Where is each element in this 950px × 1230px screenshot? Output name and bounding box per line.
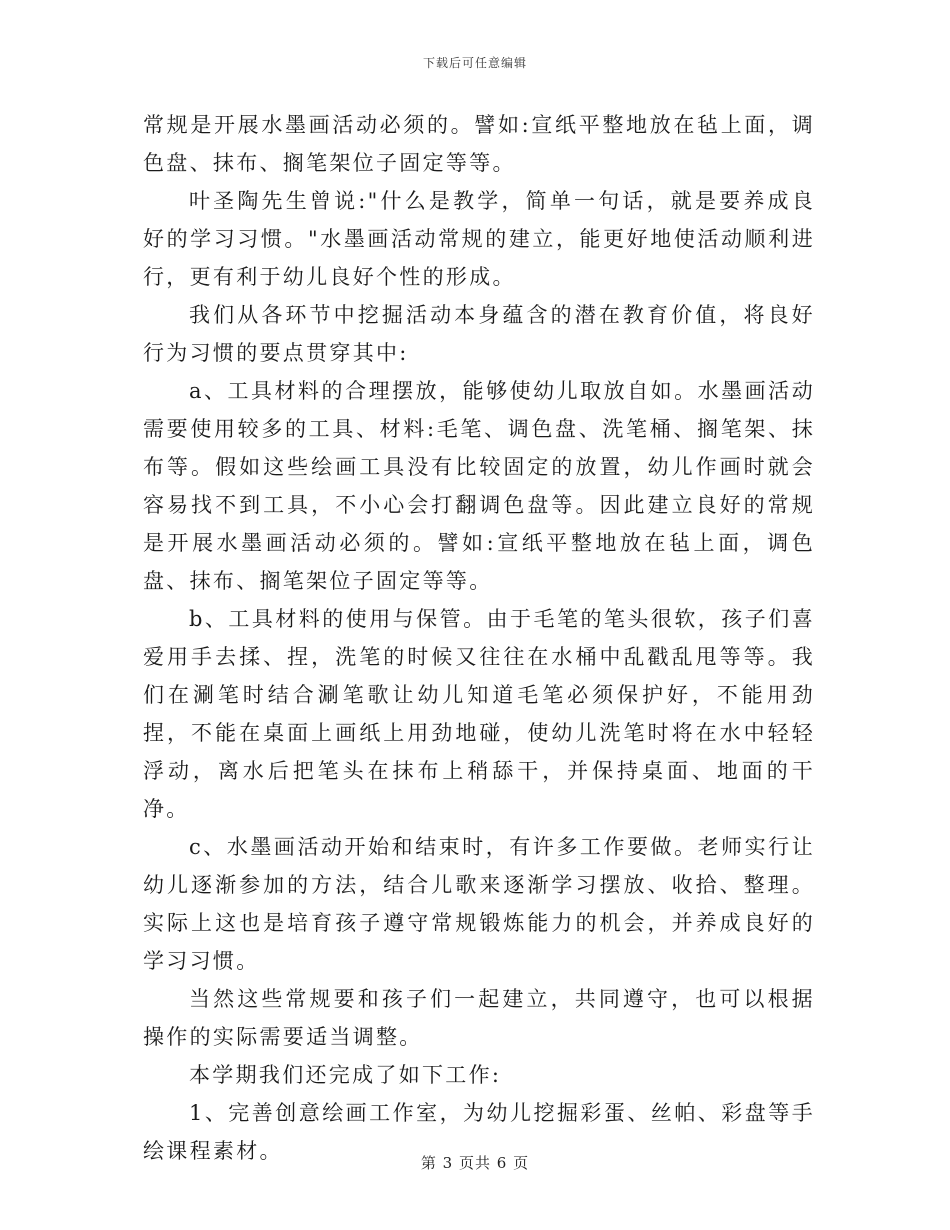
paragraph-8: 本学期我们还完成了如下工作:: [189, 1063, 502, 1087]
paragraph-5: b、工具材料的使用与保管。由于毛笔的笔头很软，孩子们喜爱用手去揉、捏，洗笔的时候又往往在水桶中乱戳乱甩等等。我们在涮笔时结合涮笔歌让幼儿知道毛笔必须保护好，不能用劲捏，不能在桌面上画纸上用劲地碰，使幼儿洗笔时将在水中轻轻浮动，离水后把笔头在抹布上稍舔干，并保持桌面、地面的干净。: [143, 607, 815, 821]
paragraph-2: 叶圣陶先生曾说:"什么是教学，简单一句话，就是要养成良好的学习习惯。"水墨画活动常规的建立，能更好地使活动顺利进行，更有利于幼儿良好个性的形成。: [143, 189, 815, 289]
paragraph-6: c、水墨画活动开始和结束时，有许多工作要做。老师实行让幼儿逐渐参加的方法，结合儿歌来逐渐学习摆放、收拾、整理。实际上这也是培育孩子遵守常规锻炼能力的机会，并养成良好的学习习惯。: [143, 835, 815, 973]
paragraph-4: a、工具材料的合理摆放，能够使幼儿取放自如。水墨画活动需要使用较多的工具、材料:毛笔、调色盘、洗笔桶、搁笔架、抹布等。假如这些绘画工具没有比较固定的放置，幼儿作画时就会容易找不到工具，不小心会打翻调色盘等。因此建立良好的常规是开展水墨画活动必须的。譬如:宣纸平整地放在毡上面，调色盘、抹布、搁笔架位子固定等等。: [143, 379, 815, 593]
paragraph-1: 常规是开展水墨画活动必须的。譬如:宣纸平整地放在毡上面，调色盘、抹布、搁笔架位子固定等等。: [143, 113, 815, 175]
document-body: [143, 106, 815, 1170]
paragraph-9: 1、完善创意绘画工作室，为幼儿挖掘彩蛋、丝帕、彩盘等手绘课程素材。: [143, 1101, 815, 1163]
paragraph-3: 我们从各环节中挖掘活动本身蕴含的潜在教育价值，将良好行为习惯的要点贯穿其中:: [143, 303, 815, 365]
page-footer: 第 3 页共 6 页: [420, 1154, 530, 1172]
paragraph-7: 当然这些常规要和孩子们一起建立，共同遵守，也可以根据操作的实际需要适当调整。: [143, 987, 815, 1049]
page-header: 下载后可任意编辑: [422, 56, 527, 70]
